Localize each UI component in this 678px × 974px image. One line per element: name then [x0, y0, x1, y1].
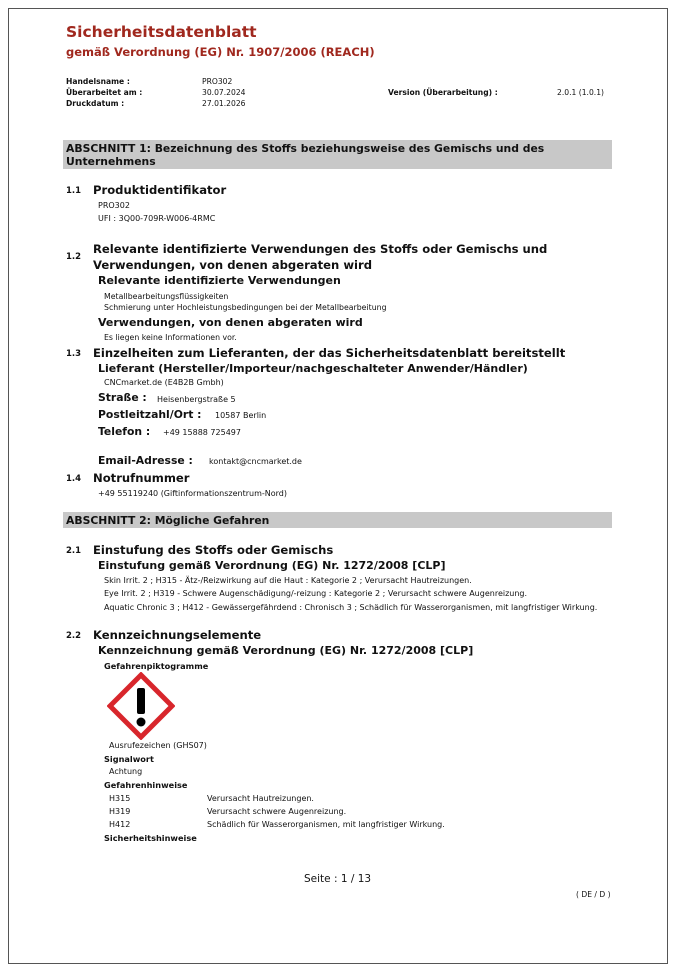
hazard-statements-label: Gefahrenhinweise: [104, 780, 188, 790]
ufi-code: UFI : 3Q00-709R-W006-4RMC: [98, 214, 216, 223]
section-1-1-heading: Produktidentifikator: [93, 183, 227, 197]
email-value: kontakt@cncmarket.de: [209, 457, 302, 466]
section-1-4-heading: Notrufnummer: [93, 471, 190, 485]
locale-code: ( DE / D ): [576, 890, 611, 899]
trade-name-label: Handelsname :: [66, 77, 130, 86]
uses-advised-against-heading: Verwendungen, von denen abgeraten wird: [98, 316, 363, 329]
document-title: Sicherheitsdatenblatt: [66, 23, 257, 41]
street-label: Straße :: [98, 391, 147, 404]
classification-aquatic: Aquatic Chronic 3 ; H412 - Gewässergefährdend : Chronisch 3 ; Schädlich für Wasserorganismen, mit langfristiger Wirkung.: [104, 603, 598, 612]
labelling-clp-heading: Kennzeichnung gemäß Verordnung (EG) Nr. 1272/2008 [CLP]: [98, 644, 474, 657]
hazard-text: Schädlich für Wasserorganismen, mit langfristiger Wirkung.: [207, 820, 445, 829]
page-number: Seite : 1 / 13: [304, 873, 372, 885]
edited-label: Überarbeitet am :: [66, 88, 143, 97]
street-value: Heisenbergstraße 5: [157, 395, 236, 404]
emergency-number: +49 55119240 (Giftinformationszentrum-Nord): [98, 489, 287, 498]
precautionary-statements-label: Sicherheitshinweise: [104, 833, 197, 843]
product-id: PRO302: [98, 201, 130, 210]
section-2-1-heading: Einstufung des Stoffs oder Gemischs: [93, 543, 334, 557]
supplier-label: Lieferant (Hersteller/Importeur/nachgeschalteter Anwender/Händler): [98, 362, 528, 375]
phone-label: Telefon :: [98, 425, 151, 438]
document-subtitle: gemäß Verordnung (EG) Nr. 1907/2006 (REACH): [66, 45, 375, 59]
pictograms-label: Gefahrenpiktogramme: [104, 661, 209, 671]
print-date-value: 27.01.2026: [202, 99, 246, 108]
version-value: 2.0.1 (1.0.1): [557, 88, 604, 97]
section-2-2-number: 2.2: [66, 631, 82, 641]
hazard-code: H319: [109, 807, 131, 816]
classification-skin: Skin Irrit. 2 ; H315 - Ätz-/Reizwirkung auf die Haut : Kategorie 2 ; Verursacht Hautreizungen.: [104, 576, 472, 585]
section-1-4-number: 1.4: [66, 474, 82, 484]
zip-city-value: 10587 Berlin: [215, 411, 267, 420]
section-1-3-heading: Einzelheiten zum Lieferanten, der das Sicherheitsdatenblatt bereitstellt: [93, 346, 566, 360]
hazard-code: H412: [109, 820, 131, 829]
zip-city-label: Postleitzahl/Ort :: [98, 408, 202, 421]
classification-eye: Eye Irrit. 2 ; H319 - Schwere Augenschädigung/-reizung : Kategorie 2 ; Verursacht schwere Augenreizung.: [104, 589, 528, 598]
section-1-2-heading-line1: Relevante identifizierte Verwendungen des Stoffs oder Gemischs und: [93, 242, 548, 256]
section2-title: ABSCHNITT 2: Mögliche Gefahren: [66, 514, 270, 527]
phone-value: +49 15888 725497: [163, 428, 241, 437]
identified-use-1: Metallbearbeitungsflüssigkeiten: [104, 292, 229, 301]
section-1-2-number: 1.2: [66, 252, 82, 262]
section2-band: [63, 512, 612, 528]
pictogram-caption: Ausrufezeichen (GHS07): [109, 741, 207, 750]
hazard-text: Verursacht Hautreizungen.: [207, 794, 314, 803]
identified-use-2: Schmierung unter Hochleistungsbedingungen bei der Metallbearbeitung: [104, 303, 387, 312]
trade-name-value: PRO302: [202, 77, 233, 86]
section-2-1-number: 2.1: [66, 546, 82, 556]
supplier-name: CNCmarket.de (E4B2B Gmbh): [104, 378, 224, 387]
classification-clp-heading: Einstufung gemäß Verordnung (EG) Nr. 1272/2008 [CLP]: [98, 559, 446, 572]
section-1-2-heading-line2: Verwendungen, von denen abgeraten wird: [93, 258, 373, 272]
edited-value: 30.07.2024: [202, 88, 246, 97]
identified-uses-heading: Relevante identifizierte Verwendungen: [98, 274, 341, 287]
section1-band: [63, 140, 612, 169]
signal-word-value: Achtung: [109, 767, 143, 776]
version-label: Version (Überarbeitung) :: [388, 88, 498, 97]
ghs07-exclamation-icon: [107, 672, 175, 740]
hazard-code: H315: [109, 794, 131, 803]
print-date-label: Druckdatum :: [66, 99, 125, 108]
hazard-text: Verursacht schwere Augenreizung.: [207, 807, 347, 816]
email-label: Email-Adresse :: [98, 454, 193, 467]
signal-word-label: Signalwort: [104, 754, 154, 764]
section-1-3-number: 1.3: [66, 349, 82, 359]
section-1-1-number: 1.1: [66, 186, 82, 196]
uses-advised-against-text: Es liegen keine Informationen vor.: [104, 333, 237, 342]
section1-title: ABSCHNITT 1: Bezeichnung des Stoffs beziehungsweise des Gemischs und des Unternehmens: [66, 142, 545, 168]
section-2-2-heading: Kennzeichnungselemente: [93, 628, 262, 642]
